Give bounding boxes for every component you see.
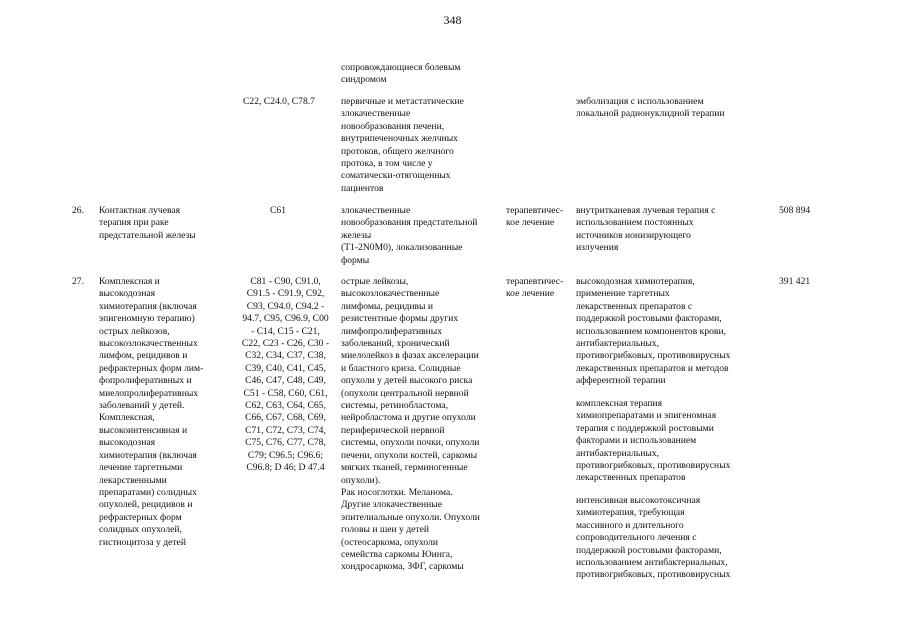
text-line: C81 - C90, C91.0, [250,276,321,287]
text-line: использованием компонентов крови, [576,325,726,337]
text-line: поддержкой ростовыми факторами, [576,544,722,556]
text-line: лимфопролиферативных [341,325,443,337]
liver-codes: C22, C24.0, C78.7 [243,96,315,107]
text-line: новообразования печени, [341,120,445,132]
text-line: Рак носоглотки. Меланома. [341,486,453,498]
text-line: системы, ретинобластома, [341,400,449,412]
text-line: антибактериальных, [576,338,660,350]
text-line: локальной радионуклидной терапии [576,108,725,120]
text-line: терапия при раке [99,217,169,229]
text-line: химиотерапия (включая [99,449,197,461]
text-line: использованием антибактериальных, [576,557,728,569]
text-line: противогрибковых, противовирусных [576,350,731,362]
text-line: высокозлокачественных [99,338,198,350]
text-line: резистентные формы других [341,313,459,325]
text-line: Комплексная, [99,412,155,424]
text-line: сопровождающиеся болевым [341,62,461,73]
text-line: C62, C63, C64, C65, [245,400,326,412]
text-line: пациентов [341,182,384,194]
text-line: противогрибковых, противовирусных [576,460,731,472]
text-line: C75, C76, C77, C78, [245,437,326,449]
text-line: внутритканевая лучевая терапия с [576,205,716,216]
text-line: высокоинтенсивная и [99,424,188,436]
text-line: химиопрепаратами и эпигеномная [576,410,717,422]
text-line: предстательной железы [99,229,196,241]
text-line: терапевтичес- [506,276,564,287]
text-line: опухолей, рецидивов и [99,499,193,511]
continued-diagnosis [341,62,460,87]
text-line: эмболизация с использованием [576,96,704,107]
row-27-codes [236,276,335,475]
text-line: массивного и длительного [576,519,684,531]
text-line: применение таргетных [576,288,670,300]
text-line: - C14, C15 - C21, [251,325,320,337]
liver-diagnosis [341,96,464,195]
text-line: терапевтичес- [506,205,564,216]
row-26-codes: C61 [270,205,286,216]
text-line: системы, опухоли почки, опухоли [341,437,480,449]
text-line: рефрактерных форм лим- [99,362,204,374]
text-line: C66, C67, C68, C69, [245,412,326,424]
text-line: лекарственными [99,474,167,486]
text-line: печени, опухоли костей, саркомы [341,449,478,461]
text-line: противогрибковых, противовирусных [576,569,731,581]
text-line: C79; C96.5; C96.6; [247,449,324,461]
text-line: C51 - C58, C60, C61, [243,387,328,399]
text-line: миелопролиферативных [99,387,199,399]
text-line: и бластного криза. Солидные [341,362,461,374]
page-number: 348 [443,13,462,27]
text-line: высокодозная [99,437,155,449]
row-27-method-3 [576,495,730,582]
text-line: Другие злокачественные [341,499,442,511]
text-line: злокачественные [341,108,411,120]
text-line: химиотерапия (включая [99,300,197,312]
text-line: использованием постоянных [576,217,694,229]
text-line: факторами и использованием [576,435,697,447]
text-line: протока, в том числе у [341,158,433,170]
text-line: соматически-отягощенных [341,170,451,182]
text-line: синдромом [341,74,387,86]
text-line: семейства саркомы Юинга, [341,548,453,560]
text-line: Контактная лучевая [99,205,181,216]
text-line: опухоли). [341,474,381,486]
text-line: миелолейкоз в фазах акселерации [341,350,479,362]
text-line: эпигеномную терапию) [99,313,195,325]
text-line: эпителиальные опухоли. Опухоли [341,511,480,523]
text-line: заболеваний у детей. [99,400,185,412]
text-line: C32, C34, C37, C38, [245,350,326,362]
row-27-method-2 [576,398,730,485]
row-27-treatment-type [506,276,563,301]
row-27-number: 27. [72,276,84,287]
text-line: поддержкой ростовыми факторами, [576,313,722,325]
text-line: протоков, общего желчного [341,145,454,157]
text-line: C46, C47, C48, C49, [245,375,326,387]
text-line: высокодозная [99,288,155,300]
text-line: рефрактерных форм [99,511,182,523]
text-line: комплексная терапия [576,398,662,409]
text-line: C39, C40, C41, C45, [245,362,326,374]
text-line: афферентной терапии [576,375,666,387]
row-27-method-1 [576,276,730,388]
row-26-treatment-type [506,205,563,230]
text-line: C22, C23 - C26, C30 - [241,338,330,350]
row-27-diagnosis [341,276,480,574]
text-line: терапия с поддержкой ростовыми [576,422,714,434]
text-line: лекарственных препаратов и методов [576,362,729,374]
text-line: заболеваний, хронический [341,338,450,350]
text-line: хондросаркома, ЗФГ, саркомы [341,561,464,573]
text-line: лекарственных препаратов с [576,300,693,312]
text-line: интенсивная высокотоксичная [576,495,701,506]
text-line: (T1-2N0M0), локализованные [341,242,463,254]
text-line: высокозлокачественные [341,288,440,300]
text-line: формы [341,254,370,266]
text-line: препаратами) солидных [99,486,197,498]
text-line: первичные и метастатические [341,96,464,107]
text-line: внутрипеченочных желчных [341,133,458,145]
text-line: головы и шеи у детей [341,524,429,536]
text-line: кое лечение [506,217,555,229]
text-line: C91.5 - C91.9, C92, [246,288,325,300]
text-line: новообразования предстательной [341,217,478,229]
text-line: железы [341,229,372,241]
text-line: лекарственных препаратов [576,472,686,484]
text-line: высокодозная химиотерапия, [576,276,695,287]
text-line: гистиоцитоза у детей [99,536,186,548]
text-line: (опухоли центральной нервной [341,387,469,399]
text-line: лечение таргетными [99,462,183,474]
text-line: C71, C72, C73, C74, [245,424,326,436]
text-line: опухоли у детей высокого риска [341,375,473,387]
row-26-name [99,205,196,242]
text-line: сопроводительного лечения с [576,532,697,544]
text-line: злокачественные [341,205,411,216]
row-27-cost: 391 421 [779,276,811,287]
text-line: (остеосаркома, опухоли [341,536,439,548]
text-line: излучения [576,242,619,254]
text-line: фопролиферативных и [99,375,192,387]
text-line: солидных опухолей, [99,524,182,536]
row-26-number: 26. [72,205,84,216]
text-line: C93, C94.0, C94.2 - [246,300,325,312]
text-line: источников ионизирующего [576,229,691,241]
text-line: мягких тканей, герминогенные [341,462,468,474]
row-27-name [99,276,203,549]
text-line: периферической нервной [341,424,445,436]
text-line: острые лейкозы, [341,276,409,287]
text-line: острых лейкозов, [99,325,170,337]
text-line: лимфомы, рецидивы и [341,300,433,312]
text-line: антибактериальных, [576,447,660,459]
row-26-cost: 508 894 [779,205,811,216]
text-line: нейробластома и другие опухоли [341,412,476,424]
text-line: 94.7, C95, C96.9, C00 [242,313,329,325]
row-26-diagnosis [341,205,477,267]
text-line: Комплексная и [99,276,160,287]
text-line: кое лечение [506,288,555,300]
text-line: химиотерапия, требующая [576,507,685,519]
row-26-method [576,205,715,255]
liver-method [576,96,725,121]
text-line: C96.8; D 46; D 47.4 [246,462,325,474]
text-line: лимфом, рецидивов и [99,350,188,362]
